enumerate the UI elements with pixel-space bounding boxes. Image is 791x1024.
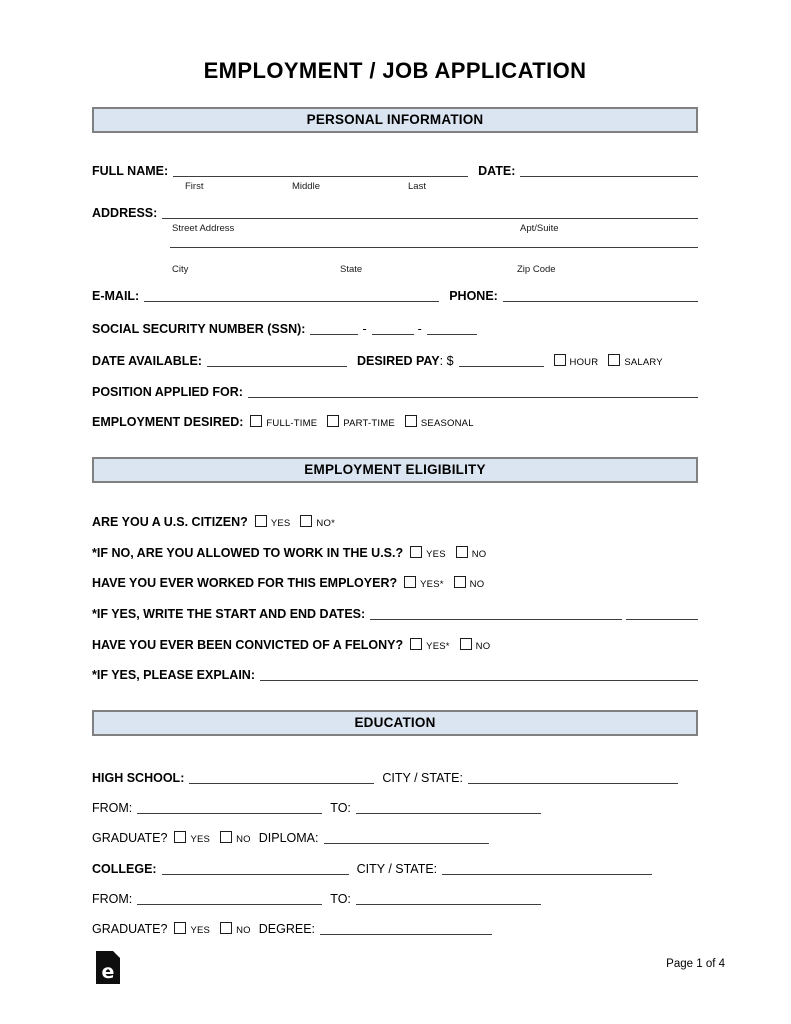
position-applied-input-line[interactable] xyxy=(248,397,698,398)
checkbox-citizen-yes-label: YES xyxy=(270,518,291,529)
date-input-line[interactable] xyxy=(520,176,698,177)
city-state-zip-input-line[interactable] xyxy=(170,247,698,248)
allowed-to-work-question-row xyxy=(92,544,698,562)
checkbox-allowed-no-label: NO xyxy=(471,549,487,560)
high-school-input-line[interactable] xyxy=(189,783,374,784)
city-sublabel: City xyxy=(172,264,189,275)
date-available-label: DATE AVAILABLE: xyxy=(92,354,202,368)
college-graduate-label: GRADUATE? xyxy=(92,922,168,936)
felony-explain-label: *IF YES, PLEASE EXPLAIN: xyxy=(92,668,256,682)
college-to-input-line[interactable] xyxy=(356,904,541,905)
diploma-label: DIPLOMA: xyxy=(258,831,319,845)
email-phone-row xyxy=(92,287,698,305)
checkbox-salary-label: SALARY xyxy=(624,357,663,368)
position-applied-label: POSITION APPLIED FOR: xyxy=(92,385,243,399)
checkbox-full-time-label: FULL-TIME xyxy=(266,418,318,429)
checkbox-college-graduate-yes[interactable] xyxy=(174,922,186,934)
checkbox-college-graduate-no-label: NO xyxy=(236,925,251,936)
checkbox-felony-yes[interactable] xyxy=(410,638,422,650)
college-from-input-line[interactable] xyxy=(137,904,322,905)
college-input-line[interactable] xyxy=(162,874,349,875)
section-header-employment-eligibility: EMPLOYMENT ELIGIBILITY xyxy=(92,457,698,483)
citizen-question-label: ARE YOU A U.S. CITIZEN? xyxy=(92,515,248,529)
checkbox-full-time[interactable] xyxy=(250,415,262,427)
checkbox-part-time[interactable] xyxy=(327,415,339,427)
checkbox-allowed-no[interactable] xyxy=(456,546,468,558)
hs-graduate-label: GRADUATE? xyxy=(92,831,168,845)
address-row xyxy=(92,204,698,222)
section-header-education: EDUCATION xyxy=(92,710,698,736)
last-sublabel: Last xyxy=(408,181,426,192)
checkbox-worked-yes-label: YES* xyxy=(420,579,444,590)
checkbox-hs-graduate-no[interactable] xyxy=(220,831,232,843)
start-end-dates-label: *IF YES, WRITE THE START AND END DATES: xyxy=(92,607,366,621)
checkbox-college-graduate-yes-label: YES xyxy=(190,925,211,936)
checkbox-felony-no-label: NO xyxy=(475,641,491,652)
felony-explain-input-line[interactable] xyxy=(260,680,698,681)
page-title: EMPLOYMENT / JOB APPLICATION xyxy=(203,58,587,83)
logo-folded-corner-icon xyxy=(113,951,120,958)
checkbox-allowed-yes-label: YES xyxy=(426,549,446,560)
start-end-dates-input-line[interactable] xyxy=(370,619,622,620)
felony-question-label: HAVE YOU EVER BEEN CONVICTED OF A FELONY? xyxy=(92,638,404,652)
citizen-question-row xyxy=(92,513,698,531)
checkbox-seasonal-label: SEASONAL xyxy=(420,418,474,429)
ssn-part3-input-line[interactable] xyxy=(427,334,477,335)
college-from-to-row xyxy=(92,890,698,908)
checkbox-felony-no[interactable] xyxy=(460,638,472,650)
zip-code-sublabel: Zip Code xyxy=(517,264,556,275)
hs-to-label: TO: xyxy=(330,801,351,815)
degree-label: DEGREE: xyxy=(258,922,316,936)
ssn-part1-input-line[interactable] xyxy=(310,334,358,335)
street-address-input-line[interactable] xyxy=(162,218,698,219)
checkbox-hour[interactable] xyxy=(554,354,566,366)
checkbox-citizen-no-label: NO* xyxy=(316,518,335,529)
address-sublabels xyxy=(92,223,698,234)
form-content xyxy=(92,0,698,938)
checkbox-worked-no[interactable] xyxy=(454,576,466,588)
email-label: E-MAIL: xyxy=(92,289,140,303)
checkbox-hs-graduate-yes-label: YES xyxy=(190,834,211,845)
apt-suite-sublabel: Apt/Suite xyxy=(520,223,559,234)
college-from-label: FROM: xyxy=(92,892,133,906)
checkbox-citizen-no[interactable] xyxy=(300,515,312,527)
city-state-zip-sublabels xyxy=(92,264,698,275)
start-end-dates-input-line-2[interactable] xyxy=(626,619,698,620)
hs-city-state-label: CITY / STATE: xyxy=(382,771,463,785)
full-name-label: FULL NAME: xyxy=(92,164,169,178)
checkbox-college-graduate-no[interactable] xyxy=(220,922,232,934)
checkbox-seasonal[interactable] xyxy=(405,415,417,427)
worked-before-question-label: HAVE YOU EVER WORKED FOR THIS EMPLOYER? xyxy=(92,576,398,590)
ssn-separator: - xyxy=(417,322,422,336)
desired-pay-label: DESIRED PAY xyxy=(356,354,440,368)
high-school-row xyxy=(92,769,698,787)
logo-letter: e xyxy=(101,961,115,983)
college-label: COLLEGE: xyxy=(92,862,157,876)
first-sublabel: First xyxy=(185,181,204,192)
section-header-personal-information: PERSONAL INFORMATION xyxy=(92,107,698,133)
felony-question-row xyxy=(92,636,698,654)
desired-pay-suffix: : $ xyxy=(439,354,454,368)
hs-from-input-line[interactable] xyxy=(137,813,322,814)
ssn-separator: - xyxy=(362,322,367,336)
college-row xyxy=(92,860,698,878)
ssn-label: SOCIAL SECURITY NUMBER (SSN): xyxy=(92,322,306,336)
date-available-input-line[interactable] xyxy=(207,366,347,367)
high-school-label: HIGH SCHOOL: xyxy=(92,771,185,785)
checkbox-hs-graduate-yes[interactable] xyxy=(174,831,186,843)
desired-pay-input-line[interactable] xyxy=(459,366,544,367)
phone-label: PHONE: xyxy=(449,289,498,303)
hs-to-input-line[interactable] xyxy=(356,813,541,814)
employment-desired-label: EMPLOYMENT DESIRED: xyxy=(92,415,244,429)
college-graduate-row xyxy=(92,920,698,938)
state-sublabel: State xyxy=(340,264,363,275)
checkbox-felony-yes-label: YES* xyxy=(426,641,450,652)
college-to-label: TO: xyxy=(330,892,351,906)
position-applied-row xyxy=(92,383,698,401)
hs-city-state-input-line[interactable] xyxy=(468,783,678,784)
checkbox-citizen-yes[interactable] xyxy=(255,515,267,527)
worked-before-question-row xyxy=(92,574,698,592)
felony-explain-row xyxy=(92,666,698,684)
college-city-state-label: CITY / STATE: xyxy=(356,862,438,876)
address-label: ADDRESS: xyxy=(92,206,158,220)
full-name-input-line[interactable] xyxy=(173,176,468,177)
full-name-row xyxy=(92,162,698,180)
eforms-logo xyxy=(96,951,120,984)
email-input-line[interactable] xyxy=(144,301,439,302)
allowed-to-work-question-label: *IF NO, ARE YOU ALLOWED TO WORK IN THE U.S.? xyxy=(92,546,404,560)
address-row-2 xyxy=(92,245,698,263)
checkbox-worked-no-label: NO xyxy=(469,579,485,590)
checkbox-worked-yes[interactable] xyxy=(404,576,416,588)
page-indicator: Page 1 of 4 xyxy=(666,958,725,970)
date-label: DATE: xyxy=(478,164,516,178)
ssn-row xyxy=(92,320,698,338)
start-end-dates-row xyxy=(92,605,698,623)
checkbox-allowed-yes[interactable] xyxy=(410,546,422,558)
phone-input-line[interactable] xyxy=(503,301,698,302)
diploma-input-line[interactable] xyxy=(324,843,489,844)
checkbox-salary[interactable] xyxy=(608,354,620,366)
checkbox-hs-graduate-no-label: NO xyxy=(236,834,251,845)
street-address-sublabel: Street Address xyxy=(172,223,235,234)
hs-from-label: FROM: xyxy=(92,801,133,815)
ssn-part2-input-line[interactable] xyxy=(372,334,414,335)
employment-desired-row xyxy=(92,413,698,431)
checkbox-hour-label: HOUR xyxy=(569,357,599,368)
name-sublabels xyxy=(92,181,698,192)
middle-sublabel: Middle xyxy=(292,181,320,192)
college-city-state-input-line[interactable] xyxy=(442,874,652,875)
degree-input-line[interactable] xyxy=(320,934,492,935)
hs-from-to-row xyxy=(92,799,698,817)
hs-graduate-row xyxy=(92,829,698,847)
checkbox-part-time-label: PART-TIME xyxy=(343,418,395,429)
date-available-row xyxy=(92,352,698,370)
